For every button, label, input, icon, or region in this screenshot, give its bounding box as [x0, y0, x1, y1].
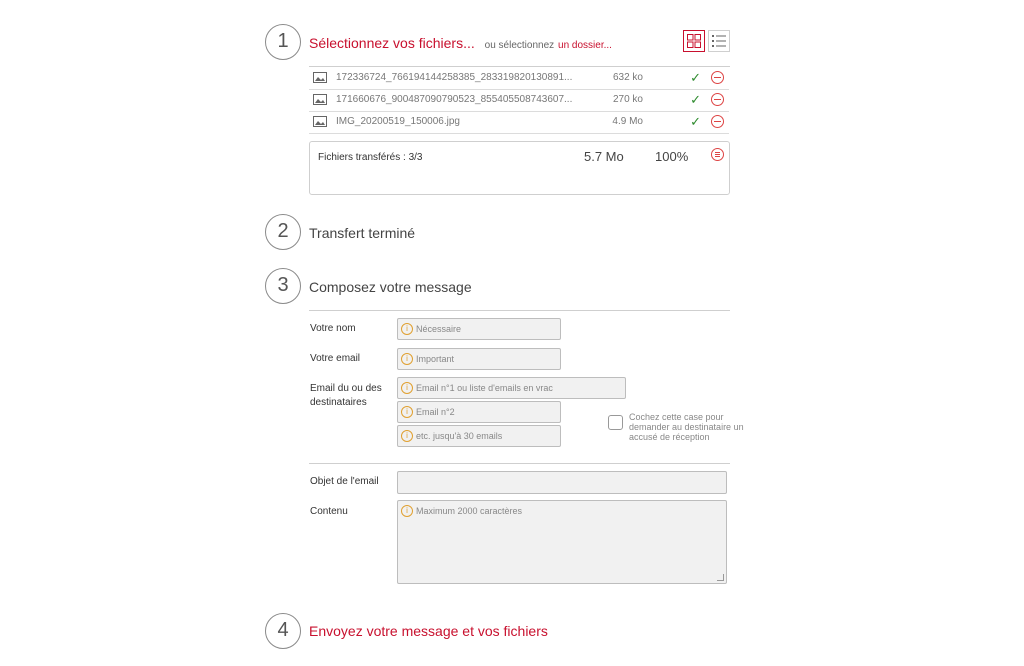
recipient-2-placeholder: Email n°2: [416, 407, 455, 417]
image-file-icon: [313, 72, 327, 83]
content-textarea[interactable]: [397, 500, 727, 584]
step-2-title: Transfert terminé: [309, 225, 416, 241]
recipient-1-input[interactable]: [397, 377, 626, 399]
grid-view-icon: [687, 34, 701, 48]
subject-input[interactable]: [397, 471, 727, 494]
check-icon: ✓: [690, 114, 701, 129]
list-view-button[interactable]: [708, 30, 730, 52]
or-select-text: ou sélectionnez: [484, 40, 555, 51]
file-row: [309, 89, 729, 112]
email-label: Votre email: [310, 353, 361, 364]
select-folder-link[interactable]: un dossier...: [558, 40, 612, 51]
name-label: Votre nom: [310, 323, 356, 334]
content-label: Contenu: [310, 506, 348, 517]
transfer-summary: [309, 141, 730, 195]
remove-file-icon[interactable]: [711, 115, 724, 128]
file-name: IMG_20200519_150006.jpg: [336, 116, 460, 127]
recipient-3-input[interactable]: [397, 425, 561, 447]
warning-icon: i: [401, 353, 413, 365]
file-size: 632 ko: [612, 72, 643, 83]
warning-icon: i: [401, 406, 413, 418]
transferred-count: Fichiers transférés : 3/3: [318, 152, 423, 163]
read-receipt-checkbox[interactable]: [608, 415, 623, 430]
step-3-title: Composez votre message: [309, 279, 472, 295]
warning-icon: i: [401, 505, 413, 517]
file-name: 172336724_766194144258385_283319820130891...: [336, 72, 573, 83]
check-icon: ✓: [690, 92, 701, 107]
content-placeholder: Maximum 2000 caractères: [416, 506, 523, 516]
send-message-button[interactable]: Envoyez votre message et vos fichiers: [309, 623, 548, 639]
step-4-number: 4: [265, 613, 301, 649]
image-file-icon: [313, 116, 327, 127]
step-2-number: 2: [265, 214, 301, 250]
step-1-title: [309, 35, 612, 51]
file-row: [309, 67, 729, 90]
warning-icon: i: [401, 323, 413, 335]
remove-file-icon[interactable]: [711, 93, 724, 106]
subject-label: Objet de l'email: [310, 476, 379, 487]
read-receipt-label: Cochez cette case pour demander au destinataire un accusé de réception: [629, 412, 744, 442]
email-placeholder: Important: [416, 354, 455, 364]
total-size: 5.7 Mo: [584, 149, 624, 164]
recipient-3-placeholder: etc. jusqu'à 30 emails: [416, 431, 503, 441]
step-1-number: 1: [265, 24, 301, 60]
file-name: 171660676_900487090790523_855405508743607...: [336, 94, 573, 105]
step-3-number: 3: [265, 268, 301, 304]
resize-handle-icon[interactable]: [717, 574, 724, 581]
name-input[interactable]: [397, 318, 561, 340]
transfer-percent: 100%: [655, 149, 689, 164]
file-row: [309, 111, 729, 134]
remove-file-icon[interactable]: [711, 71, 724, 84]
list-view-icon: [712, 34, 726, 48]
recipients-label: Email du ou des destinataires: [310, 383, 382, 408]
email-input[interactable]: [397, 348, 561, 370]
check-icon: ✓: [690, 70, 701, 85]
grid-view-button[interactable]: [683, 30, 705, 52]
image-file-icon: [313, 94, 327, 105]
name-placeholder: Nécessaire: [416, 324, 462, 334]
select-files-link[interactable]: Sélectionnez vos fichiers...: [309, 35, 475, 51]
warning-icon: i: [401, 430, 413, 442]
file-size: 4.9 Mo: [612, 116, 643, 127]
recipient-1-placeholder: Email n°1 ou liste d'emails en vrac: [416, 383, 553, 393]
file-size: 270 ko: [612, 94, 643, 105]
recipient-2-input[interactable]: [397, 401, 561, 423]
options-menu-icon[interactable]: [711, 148, 724, 161]
warning-icon: i: [401, 382, 413, 394]
